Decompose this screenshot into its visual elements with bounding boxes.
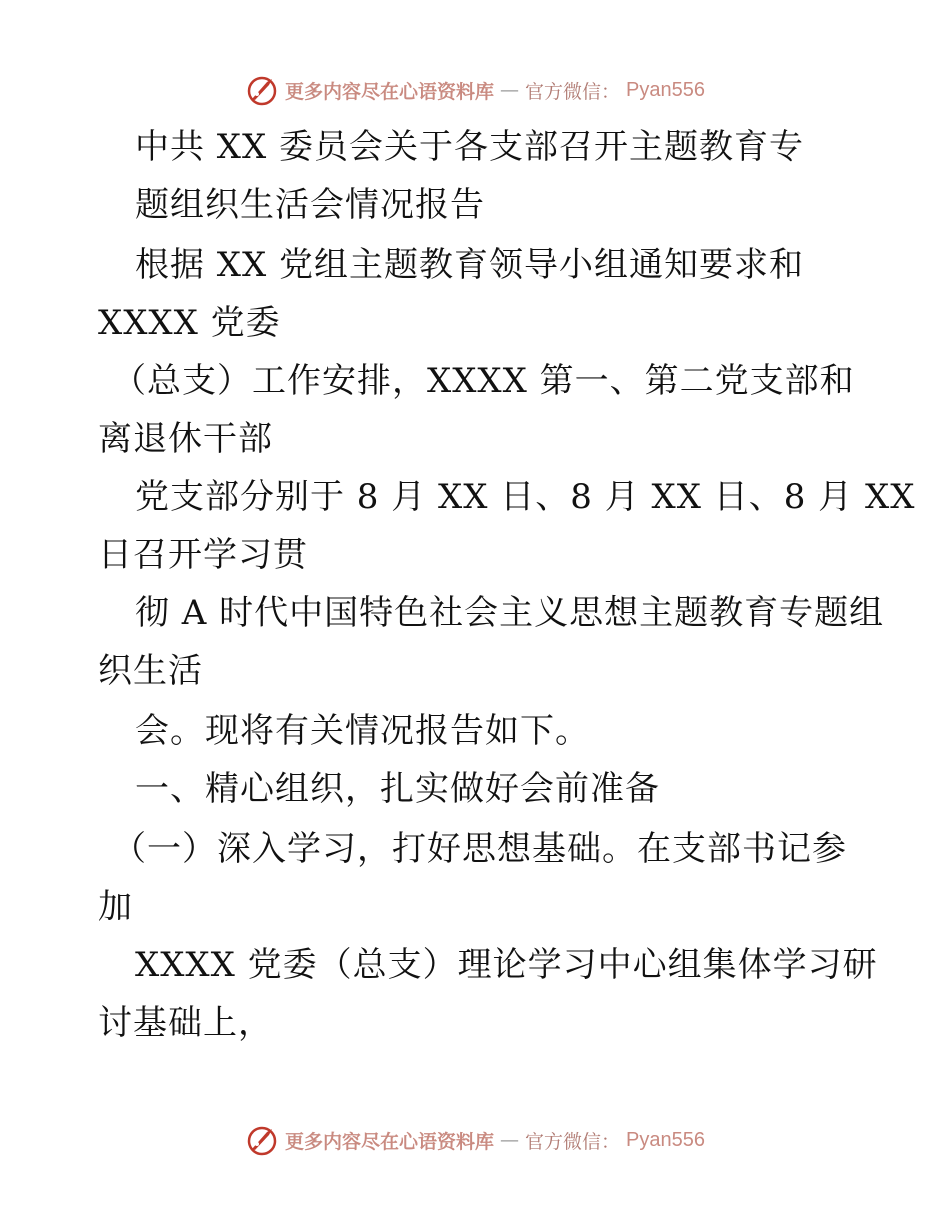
text-line-7: 党支部分别于 8 月 XX 日、8 月 XX 日、8 月 XX	[135, 477, 916, 517]
text-line-3: 根据 XX 党组主题教育领导小组通知要求和	[135, 245, 805, 285]
text-line-6: 离退休干部	[98, 419, 273, 459]
text-line-15: XXXX 党委（总支）理论学习中心组集体学习研	[135, 945, 878, 985]
watermark-dash: —	[500, 79, 520, 101]
header-watermark	[0, 70, 950, 110]
text-line-9: 彻 A 时代中国特色社会主义思想主题教育专题组	[135, 593, 885, 633]
watermark-wechat-id: Pyan556	[626, 78, 705, 101]
footer-watermark	[0, 1120, 950, 1160]
text-line-14: 加	[98, 887, 133, 927]
watermark-wechat-label: 官方微信：	[525, 1130, 621, 1153]
quill-logo-icon	[245, 73, 279, 107]
section-heading-1: 一、精心组织，扎实做好会前准备	[135, 769, 660, 809]
text-line-1: 中共 XX 委员会关于各支部召开主题教育专	[135, 127, 805, 167]
text-line-16: 讨基础上，	[98, 1003, 273, 1043]
quill-logo-icon	[245, 1123, 279, 1157]
text-line-4: XXXX 党委	[98, 303, 281, 343]
text-line-10: 织生活	[98, 651, 203, 691]
watermark-brand: 更多内容尽在心语资料库	[285, 80, 495, 103]
watermark-dash: —	[500, 1129, 520, 1151]
text-line-13: （一）深入学习，打好思想基础。在支部书记参	[112, 829, 847, 869]
text-line-2: 题组织生活会情况报告	[135, 185, 485, 225]
watermark-wechat-id: Pyan556	[626, 1128, 705, 1151]
watermark-brand: 更多内容尽在心语资料库	[285, 1130, 495, 1153]
text-line-5: （总支）工作安排，XXXX 第一、第二党支部和	[112, 361, 855, 401]
text-line-11: 会。现将有关情况报告如下。	[135, 711, 590, 751]
text-line-8: 日召开学习贯	[98, 535, 308, 575]
watermark-wechat-label: 官方微信：	[525, 80, 621, 103]
